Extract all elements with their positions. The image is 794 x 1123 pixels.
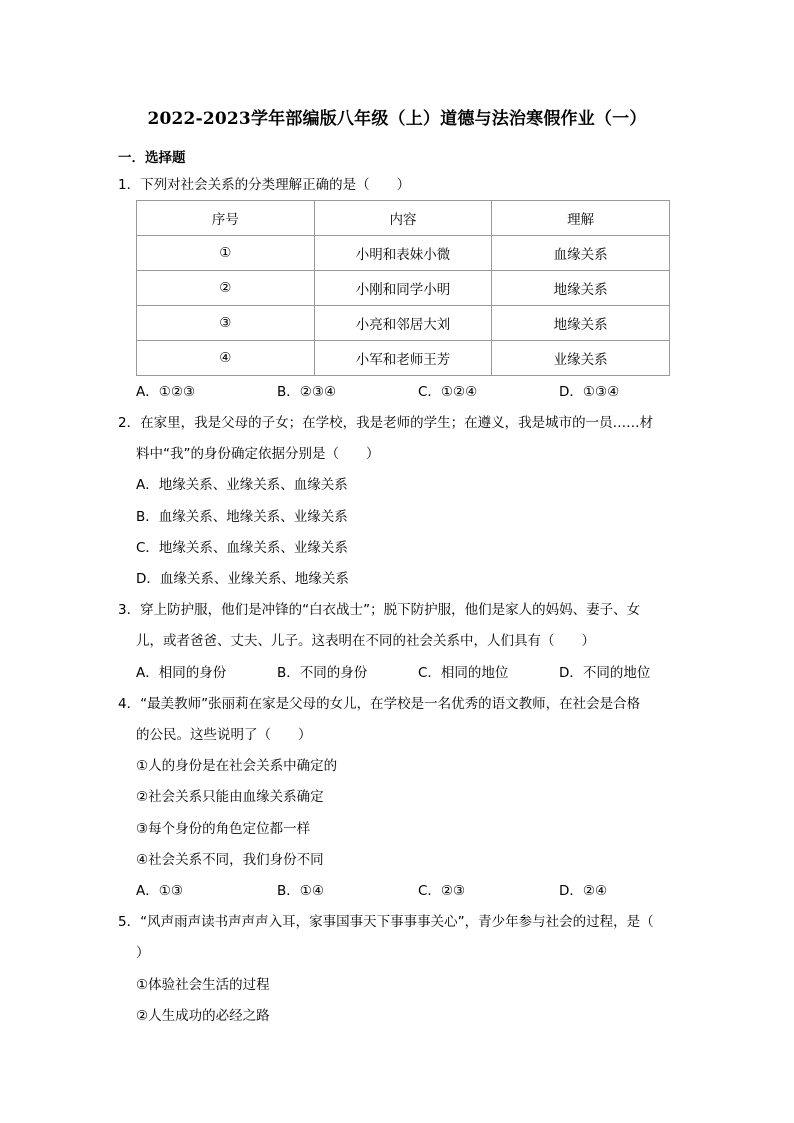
question-4-options	[136, 882, 700, 900]
table-row	[137, 271, 670, 306]
question-5-stem-line-2: ）	[136, 945, 150, 961]
option-d: D．②④	[559, 883, 608, 899]
question-2-option-d: D．血缘关系、业缘关系、地缘关系	[136, 571, 349, 587]
option-b: B．②③④	[277, 384, 337, 400]
table-cell: ④	[137, 341, 315, 376]
question-5-item-1: ①体验社会生活的过程	[136, 977, 270, 993]
table-header-cell: 内容	[314, 201, 492, 236]
table-cell: 小亮和邻居大刘	[314, 306, 492, 341]
option-a: A．①②③	[136, 384, 196, 400]
table-cell: 小刚和同学小明	[314, 271, 492, 306]
question-3-stem-line-1: 3．穿上防护服，他们是冲锋的“白衣战士”；脱下防护服，他们是家人的妈妈、妻子、女	[118, 602, 641, 618]
question-3-stem-line-2: 儿，或者爸爸、丈夫、儿子。这表明在不同的社会关系中，人们具有（ ）	[136, 633, 595, 649]
question-1-options	[136, 383, 700, 401]
table-header-row	[137, 201, 670, 236]
option-b: B．①④	[277, 883, 324, 899]
option-a: A．相同的身份	[136, 665, 227, 681]
question-4-item-1: ①人的身份是在社会关系中确定的	[136, 758, 338, 774]
question-5-stem-line-1: 5．“风声雨声读书声声声入耳，家事国事天下事事事关心”，青少年参与社会的过程，是（	[118, 914, 654, 930]
table-cell: 地缘关系	[492, 306, 670, 341]
table-header-cell: 理解	[492, 201, 670, 236]
option-c: C．②③	[418, 883, 466, 899]
question-4-item-4: ④社会关系不同，我们身份不同	[136, 852, 324, 868]
option-b: B．不同的身份	[277, 665, 368, 681]
question-2-stem-line-1: 2．在家里，我是父母的子女；在学校，我是老师的学生；在遵义，我是城市的一员……材	[118, 415, 654, 431]
question-4-stem-line-1: 4．“最美教师”张丽莉在家是父母的女儿，在学校是一名优秀的语文教师，在社会是合格	[118, 696, 641, 712]
question-4-item-3: ③每个身份的角色定位都一样	[136, 821, 311, 837]
table-row	[137, 236, 670, 271]
table-header-cell: 序号	[137, 201, 315, 236]
option-c: C．①②④	[418, 384, 478, 400]
option-d: D．不同的地位	[559, 665, 651, 681]
question-2-option-c: C．地缘关系、血缘关系、业缘关系	[136, 540, 348, 556]
table-cell: ③	[137, 306, 315, 341]
table-cell: 地缘关系	[492, 271, 670, 306]
question-1-table	[136, 200, 670, 376]
table-cell: 小军和老师王芳	[314, 341, 492, 376]
question-3-options	[136, 664, 700, 682]
table-row	[137, 341, 670, 376]
question-2-option-a: A．地缘关系、业缘关系、血缘关系	[136, 477, 348, 493]
question-4-item-2: ②社会关系只能由血缘关系确定	[136, 789, 324, 805]
table-cell: 血缘关系	[492, 236, 670, 271]
option-c: C．相同的地位	[418, 665, 509, 681]
table-row	[137, 306, 670, 341]
table-cell: 小明和表妹小微	[314, 236, 492, 271]
question-4-stem-line-2: 的公民。这些说明了（ ）	[136, 727, 312, 743]
option-a: A．①③	[136, 883, 183, 899]
question-5-item-2: ②人生成功的必经之路	[136, 1008, 270, 1024]
page-title: 2022-2023学年部编版八年级（上）道德与法治寒假作业（一）	[147, 109, 647, 129]
table-cell: ①	[137, 236, 315, 271]
question-2-stem-line-2: 料中“我”的身份确定依据分别是（ ）	[136, 446, 380, 462]
section-heading: 一．选择题	[118, 150, 186, 166]
table-cell: ②	[137, 271, 315, 306]
question-1-stem: 1．下列对社会关系的分类理解正确的是（ ）	[118, 177, 411, 193]
table-cell: 业缘关系	[492, 341, 670, 376]
option-d: D．①③④	[559, 384, 620, 400]
question-2-option-b: B．血缘关系、地缘关系、业缘关系	[136, 509, 348, 525]
